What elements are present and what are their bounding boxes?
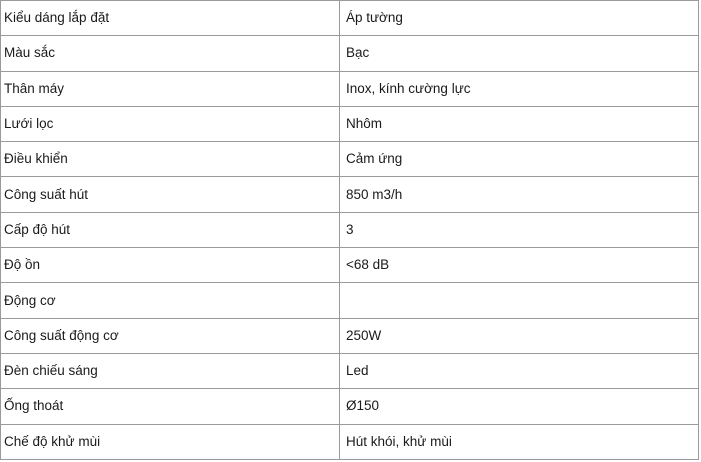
- table-row: [1, 142, 698, 177]
- spec-label: Lưới lọc: [1, 106, 340, 141]
- spec-value: 850 m3/h: [340, 177, 699, 212]
- spec-value: Led: [340, 353, 699, 388]
- spec-label: Cấp độ hút: [1, 212, 340, 247]
- spec-table: [1, 1, 698, 459]
- spec-label: Chế độ khử mùi: [1, 424, 340, 459]
- spec-label: Thân máy: [1, 71, 340, 106]
- spec-value: Cảm ứng: [340, 142, 699, 177]
- table-row: [1, 1, 698, 36]
- spec-label: Màu sắc: [1, 36, 340, 71]
- table-row: [1, 177, 698, 212]
- table-row: [1, 248, 698, 283]
- spec-label: Độ ồn: [1, 248, 340, 283]
- table-row: [1, 212, 698, 247]
- spec-value: 3: [340, 212, 699, 247]
- spec-value: Hút khói, khử mùi: [340, 424, 699, 459]
- table-row: [1, 283, 698, 318]
- spec-label: Ống thoát: [1, 389, 340, 424]
- spec-label: Công suất động cơ: [1, 318, 340, 353]
- table-row: [1, 318, 698, 353]
- table-row: [1, 36, 698, 71]
- spec-value: Nhôm: [340, 106, 699, 141]
- table-row: [1, 353, 698, 388]
- spec-label: Công suất hút: [1, 177, 340, 212]
- table-row: [1, 106, 698, 141]
- spec-label: Đèn chiếu sáng: [1, 353, 340, 388]
- spec-value: 250W: [340, 318, 699, 353]
- spec-value: Ø150: [340, 389, 699, 424]
- spec-value: Inox, kính cường lực: [340, 71, 699, 106]
- spec-value: Áp tường: [340, 1, 699, 36]
- spec-value: [340, 283, 699, 318]
- table-row: [1, 424, 698, 459]
- spec-value: Bạc: [340, 36, 699, 71]
- table-row: [1, 71, 698, 106]
- spec-value: <68 dB: [340, 248, 699, 283]
- spec-label: Động cơ: [1, 283, 340, 318]
- table-row: [1, 389, 698, 424]
- spec-label: Kiểu dáng lắp đặt: [1, 1, 340, 36]
- spec-label: Điều khiển: [1, 142, 340, 177]
